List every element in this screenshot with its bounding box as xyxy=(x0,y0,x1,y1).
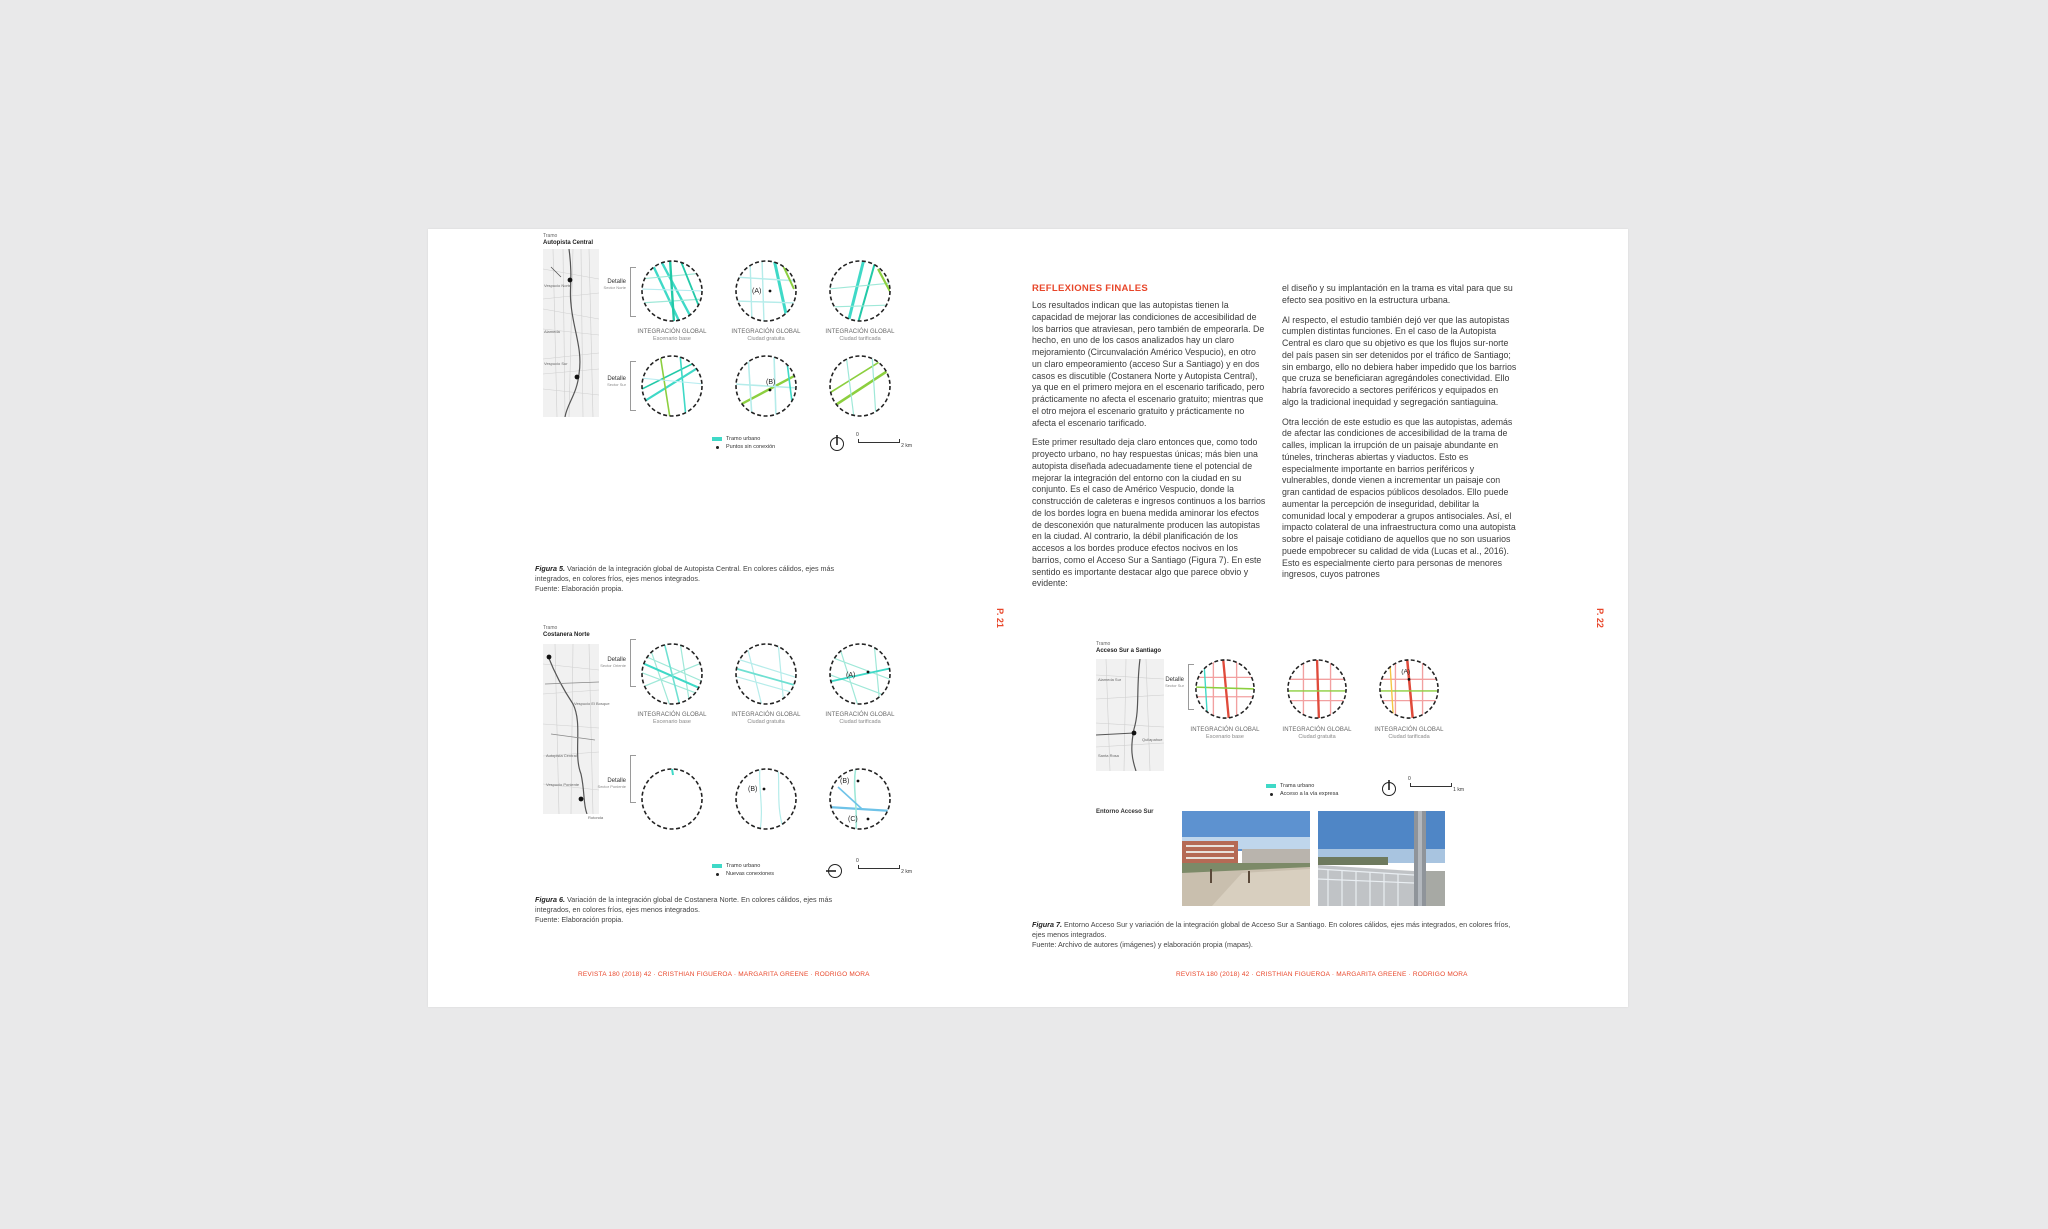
figure-5-caption: Figura 5. Variación de la integración global de Autopista Central. En colores cálidos, ejes más integrados, en colores fríos, ejes menos integrados. Fuente: Elaboración propia. xyxy=(535,564,835,593)
tramo-label: Tramo xyxy=(543,625,558,631)
figure-7-legend: Trama urbano Acceso a la vía expresa xyxy=(1266,782,1338,798)
legend-swatch xyxy=(712,864,722,868)
mark-a: (A) xyxy=(846,672,856,679)
place-label: Vespucio Norte xyxy=(544,283,572,288)
place-label: Alameda Sur xyxy=(1098,677,1122,682)
place-label: Santa Rosa xyxy=(1098,753,1119,758)
paragraph: Otra lección de este estudio es que las autopistas, además de afectar las condiciones de accesibilidad de la trama de calles, implican la irrupción de un paisaje abundante en túneles, trincheras abiertas y viaductos. Esto es especialmente importante en barrios periféricos y vulnerables, donde vienen a incrementar un paisaje con gran cantidad de espacios públicos desolados. Ello puede aumentar la percepción de inseguridad, debilitar la comunidad local y empoderar a grupos antisociales. Así, el impacto colateral de una infraestructura como una autopista sobre el paisaje cotidiano de aquellos que no son usuarios puede empobrecer su calidad de vida (Lucas et al., 2016). Esto es especialmente cierto para personas de menores ingresos, cuyos patrones xyxy=(1282,416,1516,580)
integration-circle-tariff-acceso xyxy=(1378,658,1440,720)
tramo-label: Tramo xyxy=(543,233,558,239)
place-label: Quilapahue xyxy=(1142,737,1163,742)
photo-acceso-sur-overpass xyxy=(1318,811,1445,906)
place-label: Autopista Central xyxy=(546,753,577,758)
tramo-label: Tramo xyxy=(1096,641,1111,647)
legend-swatch xyxy=(1266,784,1276,788)
tramo-name: Autopista Central xyxy=(543,240,594,246)
tramo-name: Costanera Norte xyxy=(543,632,590,638)
integration-circle-base-west xyxy=(640,767,704,831)
circle-label: INTEGRACIÓN GLOBAL Ciudad gratuita xyxy=(731,712,801,725)
paragraph: Al respecto, el estudio también dejó ver que las autopistas cumplen distintas funciones. En el caso de la Autopista Central es claro que su objetivo es que los flujos sur-norte del país pasen sin ser detenidos por el tráfico de Santiago; sin embargo, ello no debiera haber impedido que los barrios que cruza se beneficiaran agregándoles conectividad. Ello habría favorecido a sectores periféricos y equipados en algo la tradicional inequidad y segregación santiaguina. xyxy=(1282,314,1517,407)
detail-label-bottom: Detalle Sector Poniente xyxy=(597,778,626,789)
photo-acceso-sur-buildings xyxy=(1182,811,1310,906)
integration-circle-free-west xyxy=(734,767,798,831)
mark-b: (B) xyxy=(766,379,776,386)
place-label: Vespucio El Bosque xyxy=(574,701,610,706)
section-heading: REFLEXIONES FINALES xyxy=(1032,283,1149,294)
circle-label: INTEGRACIÓN GLOBAL Ciudad tarificada xyxy=(825,329,895,342)
integration-circle-free-east xyxy=(734,642,798,706)
tramo-name: Acceso Sur a Santiago xyxy=(1096,648,1162,654)
paragraph: Los resultados indican que las autopistas tienen la capacidad de mejorar las condiciones de accesibilidad de los barrios que atraviesan, pero también de empeorarla. De hecho, en uno de los casos analizados hay un claro mejoramiento (Circunvalación Américo Vespucio), en otro un claro empeoramiento (acceso Sur a Santiago) y en dos casos es discutible (Costanera Norte y Autopista Central), ya que en el primero mejora en el escenario tarificado, pero prácticamente no afecta el escenario gratuito; mientras que el otro mejora el escenario gratuito y prácticamente no afecta el escenario tarificado. xyxy=(1032,300,1265,428)
detail-bracket xyxy=(1188,664,1189,710)
scale-bar: 0 2 km xyxy=(856,432,912,449)
figure-6-tramo xyxy=(543,625,590,639)
circle-label: INTEGRACIÓN GLOBAL Ciudad gratuita xyxy=(1282,727,1352,740)
integration-circle-base-east xyxy=(640,642,704,706)
detail-label: Detalle Sector Sur xyxy=(1165,677,1184,688)
detail-label-top: Detalle Sector Norte xyxy=(603,279,626,290)
place-label: Alameda xyxy=(544,329,560,334)
magazine-spread xyxy=(428,229,1628,1007)
mark-c: (C) xyxy=(848,816,858,823)
circle-label: INTEGRACIÓN GLOBAL Ciudad gratuita xyxy=(731,329,801,342)
integration-circle-free-acceso xyxy=(1286,658,1348,720)
page-footer: REVISTA 180 (2018) 42 · CRISTHIAN FIGUEROA · MARGARITA GREENE · RODRIGO MORA xyxy=(1176,971,1468,978)
entorno-label: Entorno Acceso Sur xyxy=(1096,809,1154,815)
integration-circle-base-acceso xyxy=(1194,658,1256,720)
mark-b: (B) xyxy=(840,778,850,785)
place-label: Rotonda xyxy=(588,815,604,820)
figure-7-tramo xyxy=(1096,641,1161,655)
detail-label-top: Detalle Sector Oriente xyxy=(600,657,626,668)
figure-6-legend: Tramo urbano Nuevas conexiones xyxy=(712,862,774,878)
paragraph: el diseño y su implantación en la trama es vital para que su efecto sea positivo en la estructura urbana. xyxy=(1282,283,1513,305)
legend-dot xyxy=(712,872,722,876)
scale-bar: 0 2 km xyxy=(856,858,912,875)
north-arrow-icon xyxy=(825,862,843,880)
page-number: P. 21 xyxy=(994,608,1005,628)
figure-6 xyxy=(428,229,1028,877)
place-label: Vespucio Poniente xyxy=(546,782,580,787)
circle-label: INTEGRACIÓN GLOBAL Escenario base xyxy=(637,712,707,725)
right-page xyxy=(1028,229,1628,1007)
figure-7 xyxy=(1028,229,1628,929)
figure-6-caption: Figura 6. Variación de la integración global de Costanera Norte. En colores cálidos, ejes más integrados, en colores fríos, ejes menos integrados. Fuente: Elaboración propia. xyxy=(535,895,833,924)
circle-label: INTEGRACIÓN GLOBAL Ciudad tarificada xyxy=(825,712,895,725)
scale-bar: 0 1 km xyxy=(1408,776,1464,793)
paragraph: Este primer resultado deja claro entonces que, como todo proyecto urbano, no hay respuestas únicas; más bien una autopista diseñada adecuadamente tiene el potencial de mejorar la integración del entorno con la ciudad en su conjunto. Es el caso de Américo Vespucio, donde la construcción de caleteras e ingresos continuos a los barrios de los bordes logra en buena medida aminorar los efectos de desconexión que naturalmente producen las autopistas en la ciudad. Al contrario, la débil planificación de los accesos a los bordes produce efectos nocivos en los barrios, como el Acceso Sur a Santiago (Figura 7). En este sentido es importante destacar algo que parece obvio y evidente: xyxy=(1032,437,1266,589)
circle-label: INTEGRACIÓN GLOBAL Ciudad tarificada xyxy=(1374,727,1444,740)
left-page xyxy=(428,229,1028,1007)
page-footer: REVISTA 180 (2018) 42 · CRISTHIAN FIGUEROA · MARGARITA GREENE · RODRIGO MORA xyxy=(578,971,870,978)
circle-label: INTEGRACIÓN GLOBAL Escenario base xyxy=(1190,727,1260,740)
mark-a: (A) xyxy=(1401,668,1411,676)
place-label: Vespucio Sur xyxy=(544,361,568,366)
integration-circle-tariff-west xyxy=(828,767,892,831)
detail-label-bottom: Detalle Sector Sur xyxy=(607,376,626,387)
detail-bracket xyxy=(630,755,631,803)
circle-label: INTEGRACIÓN GLOBAL Escenario base xyxy=(637,329,707,342)
integration-circle-tariff-east xyxy=(828,642,892,706)
mark-a: (A) xyxy=(752,288,762,295)
page-number: P. 22 xyxy=(1594,608,1605,628)
figure-7-caption: Figura 7. Entorno Acceso Sur y variación de la integración global de Acceso Sur a Santiago. En colores cálidos, ejes más integrados, en colores fríos, ejes menos integrados. Fuente: Archivo de autores (imágenes) y elaboración propia (mapas). xyxy=(1032,920,1511,949)
mark-b: (B) xyxy=(748,786,758,793)
legend-dot xyxy=(1266,792,1276,796)
detail-bracket xyxy=(630,639,631,687)
north-arrow-icon xyxy=(1380,779,1398,797)
figure-5-legend: Tramo urbano Puntos sin conexión xyxy=(712,435,775,451)
